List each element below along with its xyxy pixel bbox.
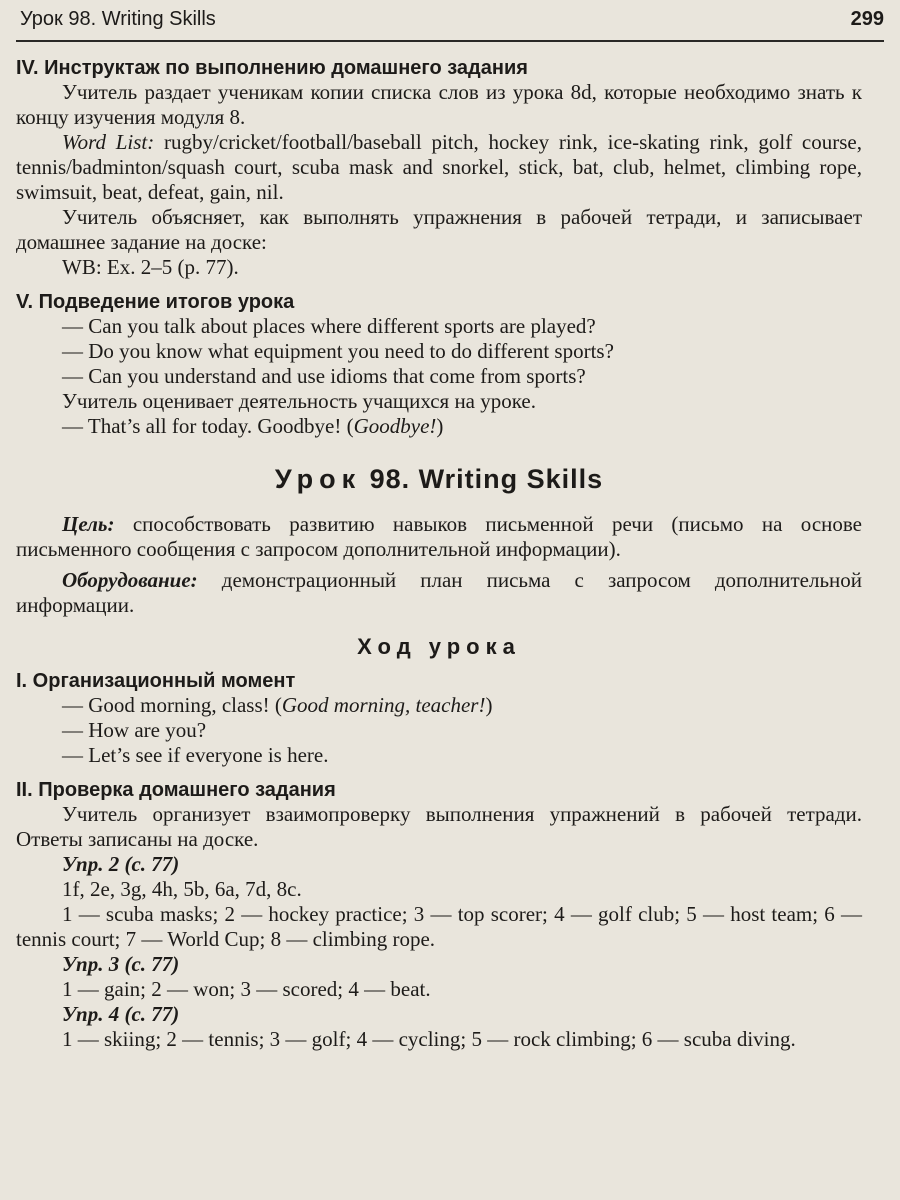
summary-question-3: — Can you understand and use idioms that come from sports?: [62, 364, 586, 388]
course-heading: Ход урока: [357, 634, 521, 659]
section-2-heading: II. Проверка домашнего задания: [16, 779, 336, 801]
exercise-2-answers-b: 1 — scuba masks; 2 — hockey practice; 3 — top scorer; 4 — golf club; 5 — host team; 6 — tennis court; 7 — World Cup; 8 — climbing rope.: [16, 902, 862, 951]
goal-label: Цель:: [62, 512, 115, 536]
greeting-line: — Good morning, class! (Good morning, teacher!): [62, 693, 493, 717]
exercise-4-answers: 1 — skiing; 2 — tennis; 3 — golf; 4 — cycling; 5 — rock climbing; 6 — scuba diving.: [62, 1027, 796, 1051]
word-list: [16, 130, 862, 205]
exercise-3-answers: 1 — gain; 2 — won; 3 — scored; 4 — beat.: [62, 977, 431, 1001]
goodbye-line: — That’s all for today. Goodbye! (Goodbye!): [62, 414, 444, 438]
running-title: Урок 98. Writing Skills: [20, 8, 216, 30]
section-1-heading: I. Организационный момент: [16, 670, 296, 692]
section-5-paragraph: Учитель оценивает деятельность учащихся на уроке.: [62, 389, 536, 413]
workbook-assignment: WB: Ex. 2–5 (p. 77).: [62, 255, 239, 279]
equipment-label: Оборудование:: [62, 568, 198, 592]
section-4-paragraph-1: Учитель раздает ученикам копии списка слов из урока 8d, которые необходимо знать к концу изучения модуля 8.: [16, 80, 862, 129]
section-5-heading: V. Подведение итогов урока: [16, 291, 295, 313]
exercise-3-label: Упр. 3 (с. 77): [62, 952, 180, 976]
how-are-you-line: — How are you?: [62, 718, 207, 742]
summary-question-1: — Can you talk about places where different sports are played?: [62, 314, 596, 338]
section-2-paragraph: Учитель организует взаимопроверку выполнения упражнений в рабочей тетради. Ответы записаны на доске.: [16, 802, 862, 851]
section-4-paragraph-2: Учитель объясняет, как выполнять упражнения в рабочей тетради, и записывает домашнее задание на доске:: [16, 205, 862, 254]
running-header: [16, 0, 884, 42]
exercise-2-label: Упр. 2 (с. 77): [62, 852, 180, 876]
lesson-title: Урок 98. Writing Skills: [274, 464, 604, 494]
section-4-heading: IV. Инструктаж по выполнению домашнего задания: [16, 57, 528, 79]
page-number: 299: [850, 8, 884, 30]
exercise-2-answers-a: 1f, 2e, 3g, 4h, 5b, 6a, 7d, 8c.: [62, 877, 302, 901]
lesson-equipment: Оборудование: демонстрационный план письма с запросом дополнительной информации.: [16, 568, 862, 617]
exercise-4-label: Упр. 4 (с. 77): [62, 1002, 180, 1026]
summary-question-2: — Do you know what equipment you need to do different sports?: [62, 339, 614, 363]
word-list-text: rugby/cricket/football/baseball pitch, hockey rink, ice-skating rink, golf course, tennis/badminton/squash court, scuba mask and snorkel, stick, bat, club, helmet, climbing rope, swimsuit, beat, defeat, gain, nil.: [16, 130, 862, 204]
lesson-goal: Цель: способствовать развитию навыков письменной речи (письмо на основе письменного сообщения с запросом дополнительной информации).: [16, 512, 862, 561]
page-content: [16, 56, 862, 1052]
word-list-label: Word List:: [62, 130, 155, 154]
attendance-line: — Let’s see if everyone is here.: [62, 743, 329, 767]
